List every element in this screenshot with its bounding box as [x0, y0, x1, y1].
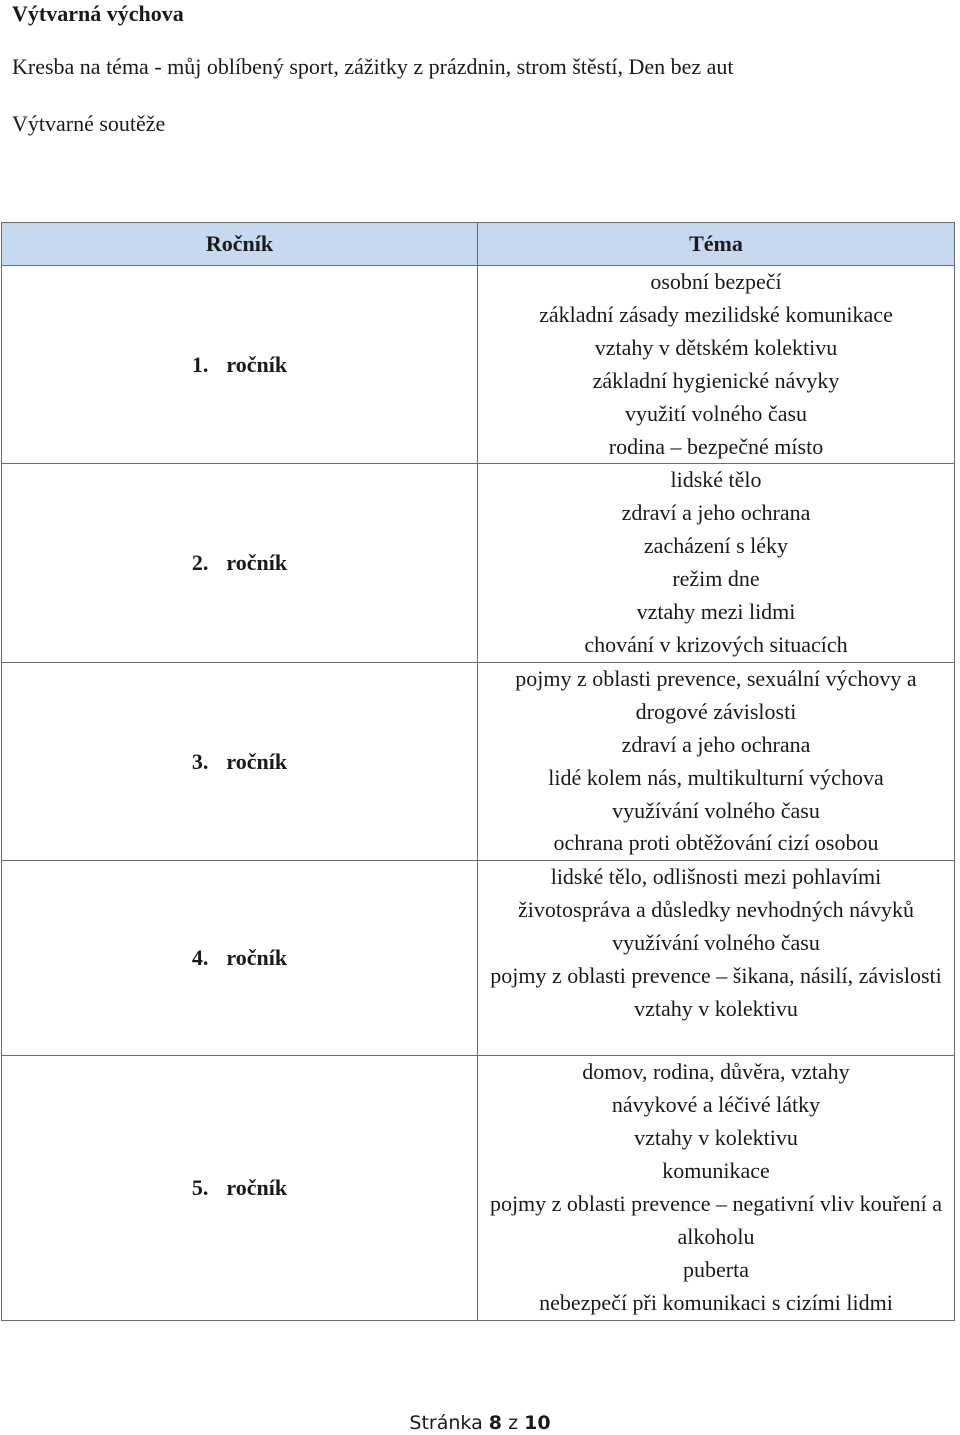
topic-item: využívání volného času [612, 930, 820, 956]
grade-number: 4. [191, 945, 209, 971]
topic-item: základní hygienické návyky [592, 367, 840, 393]
table-row [2, 266, 955, 464]
page-label: Stránka [409, 1412, 483, 1434]
topic-cell [478, 662, 955, 860]
topic-item: návykové a léčivé látky [611, 1092, 821, 1118]
topic-item: pojmy z oblasti prevence, sexuální výchovy a drogové závislosti [515, 665, 917, 724]
topic-item: zdraví a jeho ochrana [621, 500, 811, 526]
topic-item: vztahy v kolektivu [634, 1125, 798, 1151]
grade-label: ročník [226, 945, 288, 971]
topic-item: pojmy z oblasti prevence – negativní vliv kouření a alkoholu [489, 1190, 943, 1249]
topic-item: lidé kolem nás, multikulturní výchova [548, 764, 884, 790]
table-row [2, 662, 955, 860]
topic-item: osobní bezpečí [650, 269, 782, 294]
topic-item: životospráva a důsledky nevhodných návyků [518, 897, 914, 923]
grade-cell [2, 464, 478, 662]
header-topic: Téma [478, 223, 955, 266]
table-header-row [2, 223, 955, 266]
grade-number: 3. [191, 748, 209, 774]
topic-cell [478, 1056, 955, 1320]
grade-label: ročník [226, 1174, 288, 1200]
topic-item: vztahy v dětském kolektivu [594, 334, 838, 360]
grade-cell [2, 266, 478, 464]
drawing-topics-line: Kresba na téma - můj oblíbený sport, zážitky z prázdnin, strom štěstí, Den bez aut [12, 54, 734, 79]
page-total: 10 [524, 1412, 551, 1434]
topic-item: puberta [683, 1256, 749, 1282]
topic-item: zdraví a jeho ochrana [621, 731, 811, 757]
topic-item: využívání volného času [612, 797, 820, 823]
topic-item: pojmy z oblasti prevence – šikana, násilí, závislosti [490, 963, 942, 989]
topic-item: základní zásady mezilidské komunikace [539, 301, 893, 327]
topic-item: chování v krizových situacích [584, 631, 848, 657]
table-row [2, 464, 955, 662]
topic-item: lidské tělo [670, 467, 762, 493]
section-title: Výtvarná výchova [12, 1, 184, 26]
grade-topics-table [1, 222, 955, 1321]
grade-cell [2, 662, 478, 860]
page-number: 8 [488, 1412, 503, 1434]
grade-label: ročník [226, 351, 288, 377]
table-row [2, 861, 955, 1056]
topic-item: vztahy mezi lidmi [636, 599, 796, 625]
grade-number: 5. [191, 1174, 209, 1200]
topic-item: rodina – bezpečné místo [608, 433, 824, 459]
topic-item: komunikace [662, 1158, 770, 1184]
grade-cell [2, 861, 478, 1056]
grade-cell [2, 1056, 478, 1320]
topic-item: režim dne [672, 566, 760, 592]
grade-number: 2. [191, 550, 209, 576]
topic-cell [478, 464, 955, 662]
topic-item: vztahy v kolektivu [634, 995, 798, 1021]
topic-item: využití volného času [624, 400, 808, 426]
topic-cell [478, 861, 955, 1056]
art-competitions-line: Výtvarné soutěže [12, 111, 166, 136]
topic-item: domov, rodina, důvěra, vztahy [582, 1059, 850, 1085]
topic-item: ochrana proti obtěžování cizí osobou [553, 830, 879, 856]
grade-label: ročník [226, 550, 288, 576]
page-footer [0, 1411, 960, 1435]
topic-item: zacházení s léky [643, 533, 789, 559]
header-grade: Ročník [2, 223, 478, 266]
grade-label: ročník [226, 748, 288, 774]
topic-cell [478, 266, 955, 464]
topic-item: lidské tělo, odlišnosti mezi pohlavími [550, 864, 882, 890]
table-row [2, 1056, 955, 1320]
grade-number: 1. [191, 351, 209, 377]
page-of: z [508, 1412, 519, 1434]
topic-item: nebezpečí při komunikaci s cizími lidmi [539, 1289, 893, 1315]
